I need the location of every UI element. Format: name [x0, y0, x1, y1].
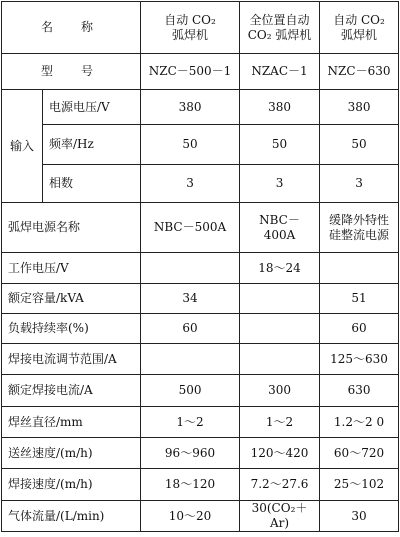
- row-label: 弧焊电源名称: [2, 203, 141, 253]
- welder-spec-table: [1, 1, 399, 532]
- table-row: [2, 314, 399, 344]
- cell: 3: [320, 165, 399, 203]
- cell: 120～420: [240, 438, 320, 469]
- table-row: [2, 438, 399, 469]
- table-row: [2, 469, 399, 501]
- row-label: 额定焊接电流/A: [2, 375, 141, 407]
- cell: 300: [240, 375, 320, 407]
- header-name-row: [2, 2, 399, 54]
- cell: 380: [320, 90, 399, 125]
- row-label: 焊丝直径/mm: [2, 407, 141, 438]
- cell: 18～24: [240, 253, 320, 284]
- cell: 3: [141, 165, 240, 203]
- row-label: 负载持续率(%): [2, 314, 141, 344]
- cell: [240, 284, 320, 314]
- machine-2-name: 全位置自动 CO₂ 弧焊机: [240, 2, 320, 54]
- cell: 51: [320, 284, 399, 314]
- table-row: [2, 344, 399, 375]
- cell: 60: [320, 314, 399, 344]
- cell: [141, 344, 240, 375]
- row-label: 额定容量/kVA: [2, 284, 141, 314]
- cell: 34: [141, 284, 240, 314]
- table-row: [2, 165, 399, 203]
- input-group-label: 输入: [2, 90, 43, 203]
- cell: 7.2～27.6: [240, 469, 320, 501]
- row-label: 焊接电流调节范围/A: [2, 344, 141, 375]
- cell: 630: [320, 375, 399, 407]
- cell: 60～720: [320, 438, 399, 469]
- table-row: [2, 284, 399, 314]
- name-label: 名 称: [2, 2, 141, 54]
- cell: 380: [141, 90, 240, 125]
- cell: 10～20: [141, 501, 240, 532]
- machine-3-model: NZC－630: [320, 54, 399, 90]
- machine-3-name: 自动 CO₂ 弧焊机: [320, 2, 399, 54]
- cell: NBC－400A: [240, 203, 320, 253]
- table-row: [2, 253, 399, 284]
- machine-2-model: NZAC－1: [240, 54, 320, 90]
- cell: 500: [141, 375, 240, 407]
- table-row: [2, 90, 399, 125]
- row-label: 相数: [43, 165, 141, 203]
- cell: [240, 314, 320, 344]
- row-label: 工作电压/V: [2, 253, 141, 284]
- table-row: [2, 375, 399, 407]
- cell: 30: [320, 501, 399, 532]
- table-row: [2, 407, 399, 438]
- cell: 96～960: [141, 438, 240, 469]
- cell: [240, 344, 320, 375]
- cell: 1.2～2 0: [320, 407, 399, 438]
- row-label: 电源电压/V: [43, 90, 141, 125]
- row-label: 焊接速度/(m/h): [2, 469, 141, 501]
- cell: [141, 253, 240, 284]
- cell: 125～630: [320, 344, 399, 375]
- cell: 1～2: [141, 407, 240, 438]
- machine-1-name: 自动 CO₂ 弧焊机: [141, 2, 240, 54]
- row-label: 气体流量/(L/min): [2, 501, 141, 532]
- cell: 1～2: [240, 407, 320, 438]
- header-type-row: [2, 54, 399, 90]
- machine-1-model: NZC－500－1: [141, 54, 240, 90]
- cell: 3: [240, 165, 320, 203]
- cell: [320, 253, 399, 284]
- type-label: 型 号: [2, 54, 141, 90]
- cell: 50: [141, 125, 240, 165]
- cell: 缓降外特性 硅整流电源: [320, 203, 399, 253]
- table-row: [2, 203, 399, 253]
- cell: 18～120: [141, 469, 240, 501]
- cell: 60: [141, 314, 240, 344]
- cell: 25～102: [320, 469, 399, 501]
- row-label: 送丝速度/(m/h): [2, 438, 141, 469]
- row-label: 频率/Hz: [43, 125, 141, 165]
- cell: 30(CO₂＋Ar): [240, 501, 320, 532]
- table-row: [2, 501, 399, 532]
- cell: NBC－500A: [141, 203, 240, 253]
- table-row: [2, 125, 399, 165]
- cell: 380: [240, 90, 320, 125]
- cell: 50: [240, 125, 320, 165]
- cell: 50: [320, 125, 399, 165]
